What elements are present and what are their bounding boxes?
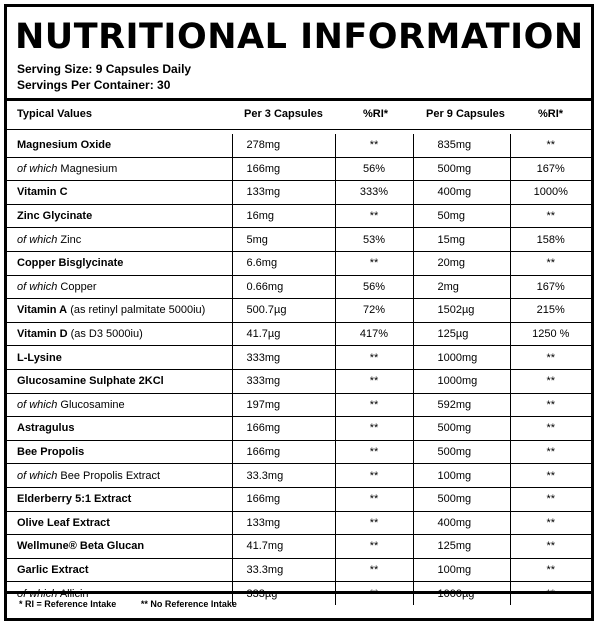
of-which-prefix: of which — [17, 233, 58, 246]
per-9-value: 100mg — [413, 558, 510, 582]
nutrient-cell — [7, 299, 232, 323]
ri-9-value: 215% — [510, 299, 591, 323]
table-row — [7, 181, 591, 205]
header-ri-9: %RI* — [538, 108, 564, 120]
ri-3-value: ** — [335, 558, 413, 582]
nutrient-cell — [7, 204, 232, 228]
table-row — [7, 299, 591, 323]
header-per-9: Per 9 Capsules — [426, 108, 505, 120]
per-9-value: 100mg — [413, 464, 510, 488]
per-3-value: 33.3mg — [232, 464, 335, 488]
ri-3-value: ** — [335, 487, 413, 511]
ri-9-value: ** — [510, 535, 591, 559]
ri-3-value: ** — [335, 440, 413, 464]
table-row — [7, 511, 591, 535]
table-row — [7, 157, 591, 181]
per-9-value: 125mg — [413, 535, 510, 559]
per-3-value: 33.3mg — [232, 558, 335, 582]
ri-9-value: 158% — [510, 228, 591, 252]
per-9-value: 500mg — [413, 487, 510, 511]
nutrient-name: Magnesium Oxide — [17, 139, 112, 152]
divider — [7, 98, 591, 101]
table-row — [7, 558, 591, 582]
per-9-value: 835mg — [413, 134, 510, 157]
nutrient-name: Astragulus — [17, 422, 75, 435]
header-ri-3: %RI* — [363, 108, 389, 120]
ri-3-value: 417% — [335, 322, 413, 346]
per-3-value: 333mg — [232, 369, 335, 393]
per-3-value: 166mg — [232, 487, 335, 511]
per-3-value: 166mg — [232, 157, 335, 181]
per-9-value: 400mg — [413, 511, 510, 535]
nutrient-name: Glucosamine Sulphate 2KCl — [17, 375, 164, 388]
ri-9-value: 167% — [510, 275, 591, 299]
nutrient-cell — [7, 440, 232, 464]
nutrient-cell — [7, 275, 232, 299]
nutrient-note: (as retinyl palmitate 5000iu) — [70, 304, 206, 317]
ri-9-value: ** — [510, 417, 591, 441]
nutrient-name: Zinc — [60, 233, 82, 246]
nutrient-name: Wellmune® Beta Glucan — [17, 540, 145, 553]
nutrient-cell — [7, 228, 232, 252]
nutrition-panel — [4, 4, 594, 621]
per-9-value: 125µg — [413, 322, 510, 346]
nutrient-name: Olive Leaf Extract — [17, 516, 110, 529]
nutrient-name: Magnesium — [60, 162, 118, 175]
table-row — [7, 204, 591, 228]
ri-9-value: ** — [510, 251, 591, 275]
footer-no-ri-note: ** No Reference Intake — [140, 599, 237, 609]
nutrient-name: Vitamin C — [17, 186, 68, 199]
nutrient-cell — [7, 558, 232, 582]
per-9-value: 1000mg — [413, 369, 510, 393]
per-3-value: 41.7µg — [232, 322, 335, 346]
ri-9-value: 1000% — [510, 181, 591, 205]
per-3-value: 16mg — [232, 204, 335, 228]
table-row — [7, 134, 591, 157]
page-title: NUTRITIONAL INFORMATION — [15, 17, 584, 57]
per-9-value: 500mg — [413, 440, 510, 464]
nutrient-name: Copper Bisglycinate — [17, 257, 124, 270]
table-header — [7, 105, 591, 123]
nutrient-name: Garlic Extract — [17, 563, 89, 576]
table-row — [7, 417, 591, 441]
per-3-value: 278mg — [232, 134, 335, 157]
divider — [7, 129, 591, 130]
ri-9-value: ** — [510, 440, 591, 464]
nutrient-cell — [7, 487, 232, 511]
table-row — [7, 535, 591, 559]
servings-per-container: Servings Per Container: 30 — [17, 78, 171, 92]
of-which-prefix: of which — [17, 469, 58, 482]
per-3-value: 133mg — [232, 181, 335, 205]
ri-9-value: ** — [510, 204, 591, 228]
nutrient-cell — [7, 535, 232, 559]
nutrient-cell — [7, 417, 232, 441]
ri-3-value: ** — [335, 535, 413, 559]
table-row — [7, 251, 591, 275]
nutrient-cell — [7, 157, 232, 181]
nutrient-name: Bee Propolis — [17, 446, 85, 459]
nutrient-name: Bee Propolis Extract — [60, 469, 161, 482]
nutrient-cell — [7, 511, 232, 535]
table-row — [7, 464, 591, 488]
of-which-prefix: of which — [17, 280, 58, 293]
ri-3-value: 72% — [335, 299, 413, 323]
ri-9-value: ** — [510, 393, 591, 417]
ri-9-value: ** — [510, 558, 591, 582]
nutrient-cell — [7, 369, 232, 393]
serving-size: Serving Size: 9 Capsules Daily — [17, 62, 192, 76]
ri-9-value: ** — [510, 464, 591, 488]
table-row — [7, 322, 591, 346]
footer-notes — [19, 598, 259, 610]
nutrient-cell — [7, 346, 232, 370]
nutrient-cell — [7, 134, 232, 157]
ri-9-value: 167% — [510, 157, 591, 181]
ri-9-value: ** — [510, 511, 591, 535]
ri-3-value: ** — [335, 251, 413, 275]
ri-3-value: 53% — [335, 228, 413, 252]
nutrition-table — [7, 134, 591, 605]
per-9-value: 1502µg — [413, 299, 510, 323]
nutrient-name: Vitamin D — [17, 328, 68, 341]
per-3-value: 133mg — [232, 511, 335, 535]
nutrient-name: Vitamin A — [17, 304, 68, 317]
per-3-value: 197mg — [232, 393, 335, 417]
nutrient-cell — [7, 393, 232, 417]
header-per-3: Per 3 Capsules — [244, 108, 323, 120]
per-3-value: 166mg — [232, 417, 335, 441]
per-9-value: 15mg — [413, 228, 510, 252]
per-9-value: 592mg — [413, 393, 510, 417]
of-which-prefix: of which — [17, 162, 58, 175]
footer-ri-note: * RI = Reference Intake — [19, 599, 117, 609]
per-9-value: 1000mg — [413, 346, 510, 370]
per-3-value: 41.7mg — [232, 535, 335, 559]
per-9-value: 400mg — [413, 181, 510, 205]
nutrient-cell — [7, 251, 232, 275]
table-row — [7, 228, 591, 252]
per-9-value: 500mg — [413, 157, 510, 181]
ri-3-value: 56% — [335, 157, 413, 181]
nutrient-name: L-Lysine — [17, 351, 62, 364]
ri-3-value: ** — [335, 369, 413, 393]
ri-3-value: ** — [335, 464, 413, 488]
per-3-value: 6.6mg — [232, 251, 335, 275]
ri-3-value: ** — [335, 393, 413, 417]
ri-3-value: ** — [335, 134, 413, 157]
ri-9-value: 1250 % — [510, 322, 591, 346]
ri-3-value: 56% — [335, 275, 413, 299]
per-3-value: 166mg — [232, 440, 335, 464]
of-which-prefix: of which — [17, 398, 58, 411]
nutrient-name: Glucosamine — [60, 398, 125, 411]
per-9-value: 2mg — [413, 275, 510, 299]
nutrient-name: Copper — [60, 280, 97, 293]
ri-9-value: ** — [510, 346, 591, 370]
ri-3-value: ** — [335, 346, 413, 370]
ri-3-value: ** — [335, 511, 413, 535]
per-9-value: 20mg — [413, 251, 510, 275]
divider — [7, 591, 591, 594]
table-row — [7, 487, 591, 511]
nutrient-cell — [7, 322, 232, 346]
nutrient-name: Zinc Glycinate — [17, 210, 93, 223]
table-row — [7, 346, 591, 370]
per-9-value: 500mg — [413, 417, 510, 441]
table-row — [7, 369, 591, 393]
ri-3-value: 333% — [335, 181, 413, 205]
per-3-value: 333mg — [232, 346, 335, 370]
table-row — [7, 440, 591, 464]
per-3-value: 500.7µg — [232, 299, 335, 323]
nutrient-cell — [7, 464, 232, 488]
ri-3-value: ** — [335, 204, 413, 228]
header-typical-values: Typical Values — [17, 108, 93, 120]
ri-9-value: ** — [510, 134, 591, 157]
nutrient-cell — [7, 181, 232, 205]
per-3-value: 0.66mg — [232, 275, 335, 299]
ri-9-value: ** — [510, 487, 591, 511]
per-9-value: 50mg — [413, 204, 510, 228]
nutrient-name: Elderberry 5:1 Extract — [17, 493, 132, 506]
per-3-value: 5mg — [232, 228, 335, 252]
table-row — [7, 275, 591, 299]
ri-9-value: ** — [510, 369, 591, 393]
table-row — [7, 393, 591, 417]
ri-3-value: ** — [335, 417, 413, 441]
nutrient-note: (as D3 5000iu) — [70, 328, 143, 341]
